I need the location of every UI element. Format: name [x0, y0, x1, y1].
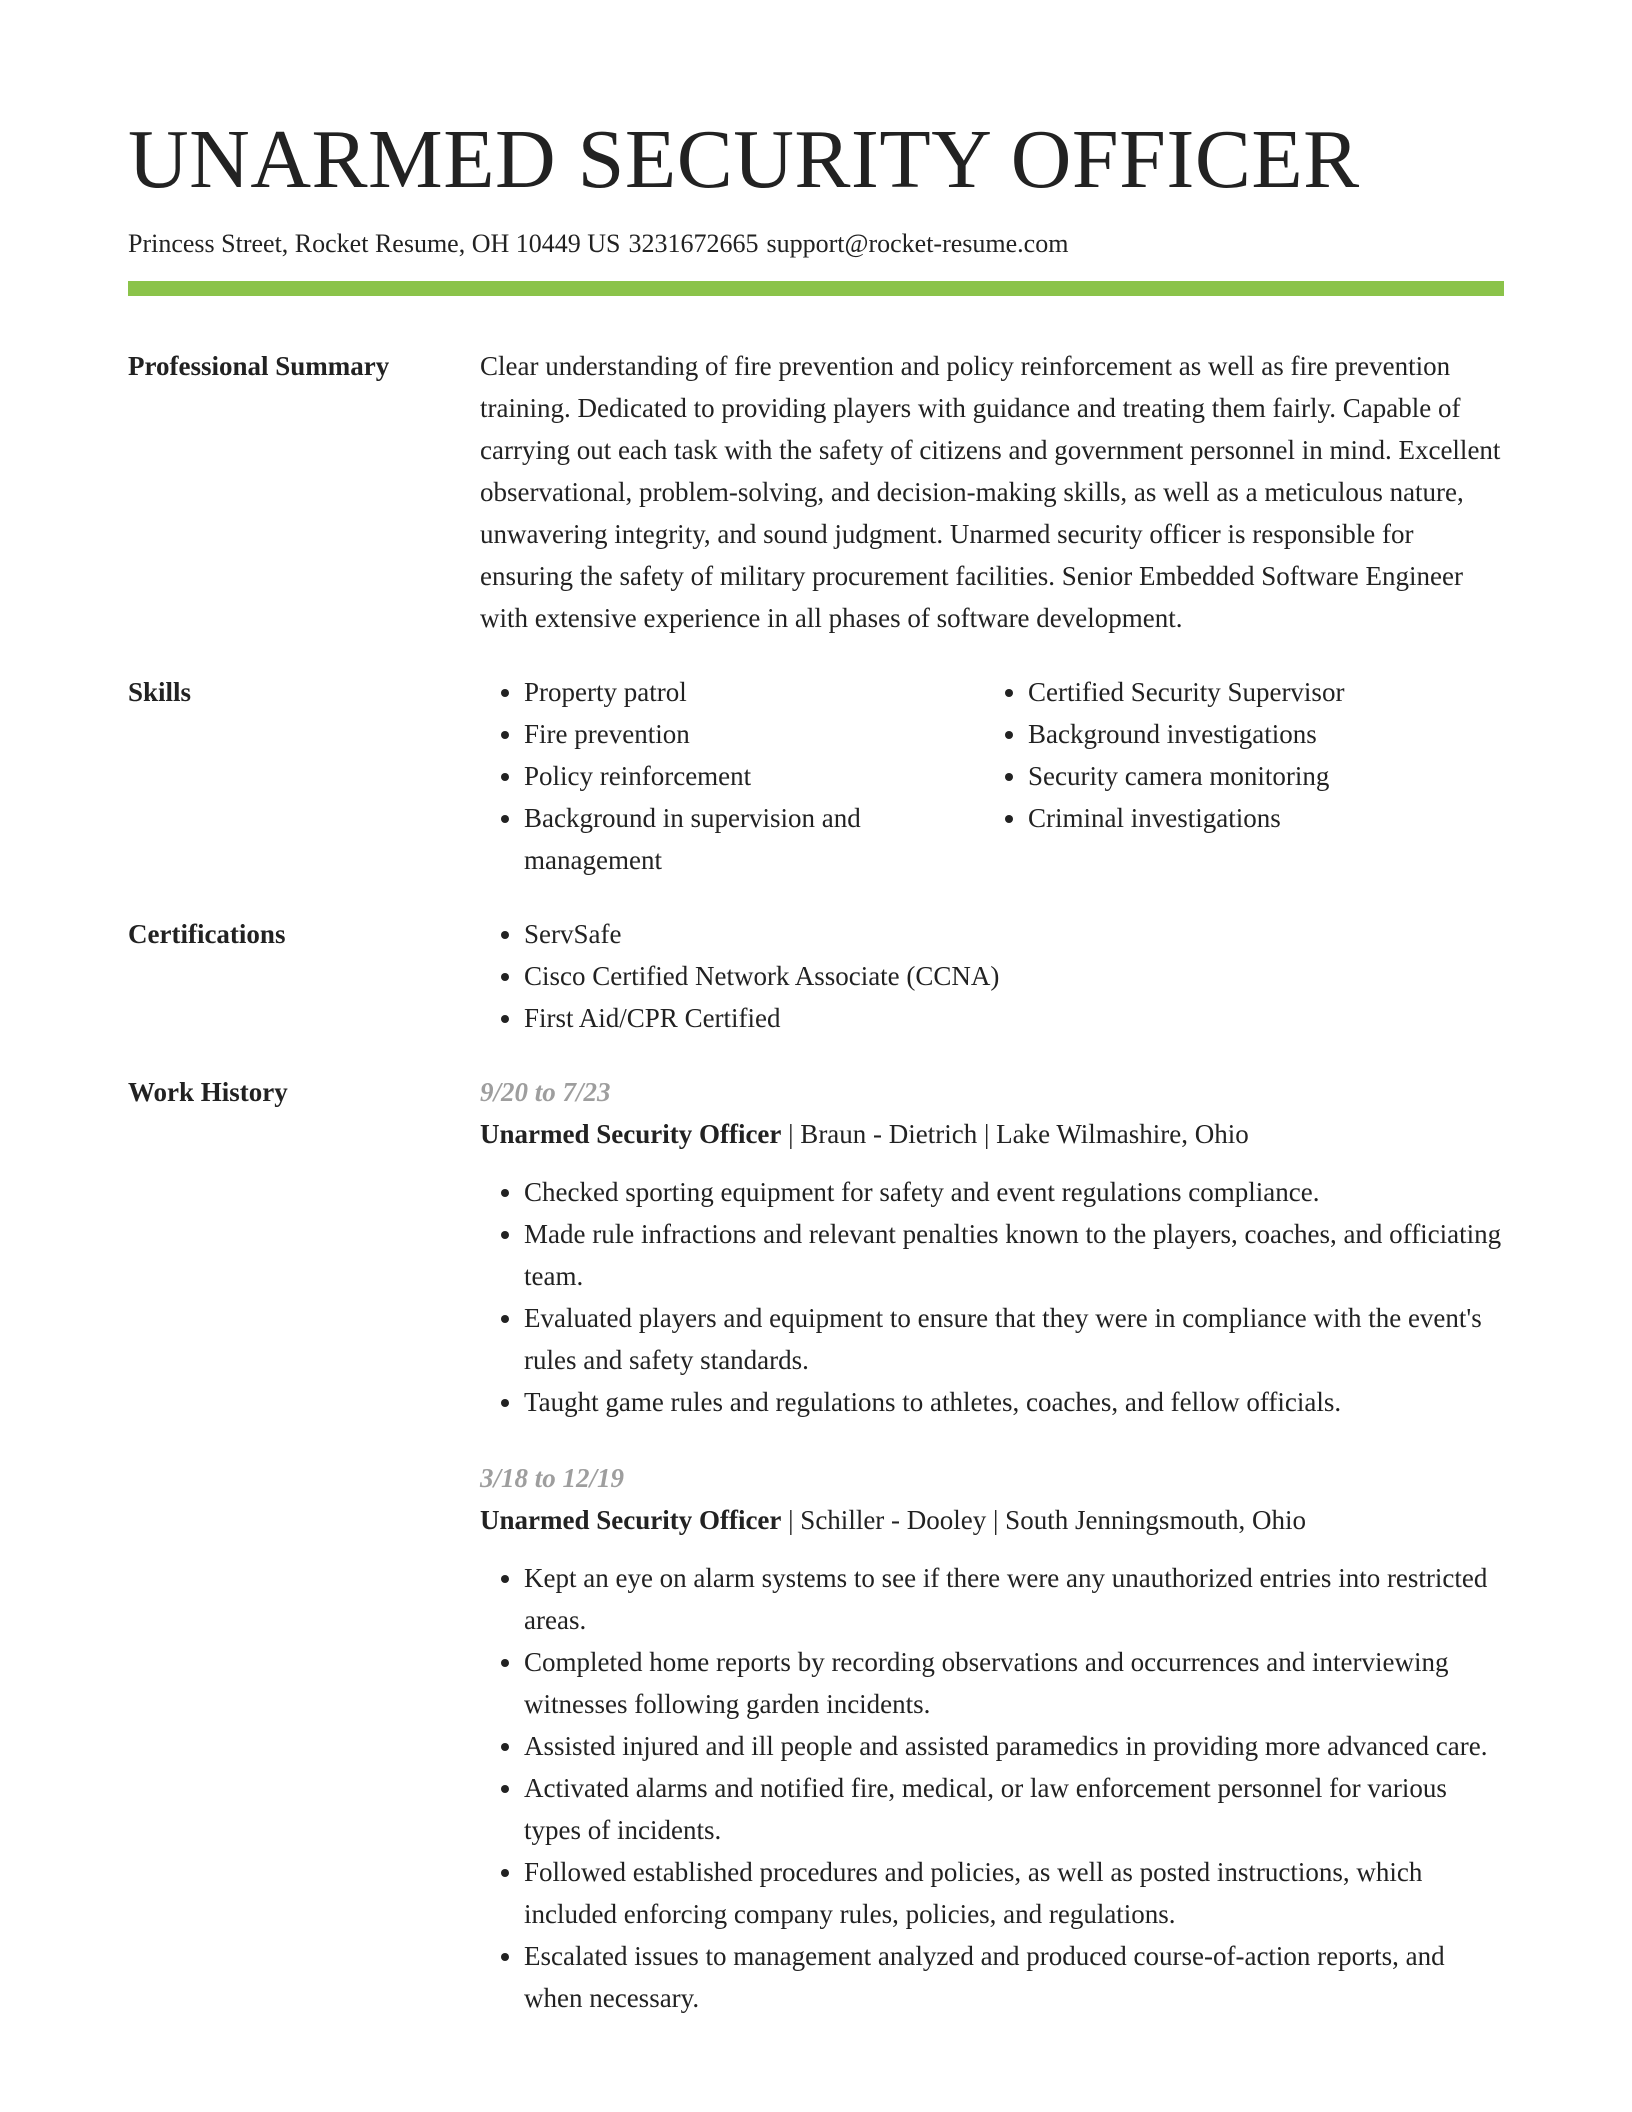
job-title-line — [480, 1499, 1504, 1541]
job-bullet: • Evaluated players and equipment to ensure that they were in compliance with the event's rules and safety standards. — [524, 1297, 1504, 1381]
skill-item: • Property patrol — [524, 671, 984, 713]
skills-label: Skills — [128, 677, 192, 708]
contact-address: Princess Street, Rocket Resume, OH 10449 US — [128, 229, 621, 258]
job-bullet: • Kept an eye on alarm systems to see if there were any unauthorized entries into restricted areas. — [524, 1557, 1504, 1641]
certification-item: • ServSafe — [524, 913, 1504, 955]
job-bullet: • Checked sporting equipment for safety and event regulations compliance. — [524, 1171, 1504, 1213]
skill-item: • Fire prevention — [524, 713, 984, 755]
contact-email: support@rocket-resume.com — [766, 229, 1069, 258]
header-divider — [128, 281, 1504, 296]
contact-line — [128, 228, 1504, 259]
job-entry — [480, 1071, 1504, 1423]
work-history-section — [128, 1071, 1504, 2019]
certification-item: • Cisco Certified Network Associate (CCNA) — [524, 955, 1504, 997]
certifications-content — [480, 913, 1504, 1039]
job-bullet: • Completed home reports by recording observations and occurrences and interviewing witnesses following garden incidents. — [524, 1641, 1504, 1725]
job-dates: 3/18 to 12/19 — [480, 1463, 625, 1494]
job-title-line — [480, 1113, 1504, 1155]
certifications-section — [128, 913, 1504, 1039]
skill-item: • Background in supervision and management — [524, 797, 984, 881]
skill-item: • Certified Security Supervisor — [1028, 671, 1532, 713]
summary-text: Clear understanding of fire prevention and policy reinforcement as well as fire prevention training. Dedicated to providing players with guidance and treating them fairly. Capable of carrying out each task with the safety of citizens and government personnel in mind. Excellent observational, problem-solving, and decision-making skills, as well as a meticulous nature, unwavering integrity, and sound judgment. Unarmed security officer is responsible for ensuring the safety of military procurement facilities. Senior Embedded Software Engineer with extensive experience in all phases of software development. — [480, 351, 1501, 634]
job-bullet: • Followed established procedures and policies, as well as posted instructions, which included enforcing company rules, policies, and regulations. — [524, 1851, 1504, 1935]
job-dates: 9/20 to 7/23 — [480, 1077, 611, 1108]
skills-list-left — [480, 671, 984, 881]
job-bullet: • Taught game rules and regulations to athletes, coaches, and fellow officials. — [524, 1381, 1504, 1423]
skills-list-right — [984, 671, 1532, 881]
work-history-label: Work History — [128, 1077, 288, 1108]
contact-phone: 3231672665 — [628, 229, 759, 258]
skills-columns — [480, 671, 1532, 881]
certification-item: • First Aid/CPR Certified — [524, 997, 1504, 1039]
job-employer-location: | Schiller - Dooley | South Jenningsmouth, Ohio — [781, 1505, 1306, 1536]
job-role: Unarmed Security Officer — [480, 1119, 782, 1150]
job-bullet: • Activated alarms and notified fire, medical, or law enforcement personnel for various types of incidents. — [524, 1767, 1504, 1851]
job-bullet: • Made rule infractions and relevant penalties known to the players, coaches, and officiating team. — [524, 1213, 1504, 1297]
skills-section — [128, 671, 1504, 881]
job-bullet: • Assisted injured and ill people and assisted paramedics in providing more advanced care. — [524, 1725, 1504, 1767]
candidate-name: UNARMED SECURITY OFFICER — [128, 113, 1360, 206]
job-entry — [480, 1457, 1504, 2019]
work-history-content — [480, 1071, 1504, 2019]
summary-label: Professional Summary — [128, 351, 390, 382]
summary-section — [128, 345, 1504, 639]
job-role: Unarmed Security Officer — [480, 1505, 782, 1536]
certifications-label: Certifications — [128, 919, 286, 950]
skill-item: • Criminal investigations — [1028, 797, 1532, 839]
job-employer-location: | Braun - Dietrich | Lake Wilmashire, Ohio — [781, 1119, 1249, 1150]
job-bullet: • Escalated issues to management analyzed and produced course-of-action reports, and when necessary. — [524, 1935, 1504, 2019]
skill-item: • Policy reinforcement — [524, 755, 984, 797]
certifications-list — [480, 913, 1504, 1039]
job-bullets — [480, 1171, 1504, 1423]
skill-item: • Background investigations — [1028, 713, 1532, 755]
skill-item: • Security camera monitoring — [1028, 755, 1532, 797]
job-bullets — [480, 1557, 1504, 2019]
